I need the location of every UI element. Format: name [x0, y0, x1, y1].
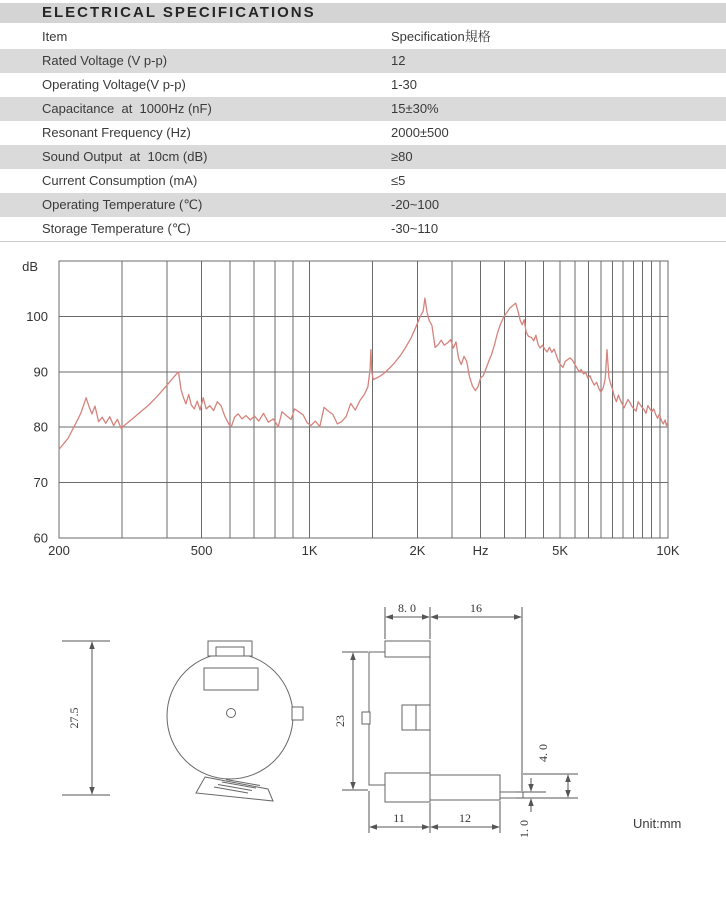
- row-item: Storage Temperature (℃): [42, 221, 191, 236]
- y-tick-label: 70: [33, 475, 48, 491]
- x-tick-label: 500: [190, 543, 213, 558]
- frequency-response-chart: [0, 248, 726, 583]
- dim-label-lead-length: 16: [470, 601, 482, 615]
- chart-svg: [0, 248, 726, 583]
- table-bottom-divider: [0, 241, 726, 242]
- left-nub: [362, 712, 370, 724]
- row-spec: 12: [391, 53, 406, 68]
- mounting-tab: [208, 641, 252, 656]
- dim-label-top-width: 8. 0: [398, 601, 416, 615]
- row-item: Rated Voltage (V p-p): [42, 53, 168, 68]
- table-row: [0, 97, 726, 121]
- row-spec: -20~100: [391, 197, 440, 212]
- y-tick-label: 90: [33, 364, 48, 380]
- lead-block: [430, 775, 500, 800]
- column-header-specification: Specification規格: [391, 29, 491, 44]
- section-title: ELECTRICAL SPECIFICATIONS: [0, 3, 726, 23]
- terminal-pin: [500, 792, 523, 798]
- x-tick-label: 2K: [409, 543, 426, 558]
- row-spec: ≥80: [391, 149, 413, 164]
- row-item: Operating Voltage(V p-p): [42, 77, 186, 92]
- chart-grid: [59, 261, 668, 538]
- y-tick-label: 60: [33, 530, 48, 546]
- y-axis-tick-labels: [26, 309, 48, 546]
- table-row: [0, 73, 726, 97]
- x-tick-label: Hz: [472, 543, 489, 558]
- table-row: [0, 217, 726, 241]
- x-tick-label: 10K: [656, 543, 680, 558]
- x-tick-label: 200: [48, 543, 70, 558]
- top-clip-block: [385, 641, 430, 657]
- table-row: [0, 169, 726, 193]
- plot-border: [59, 261, 668, 538]
- dim-label-bottom-right: 12: [459, 811, 471, 825]
- dim-label-pin-thickness: 1. 0: [517, 820, 531, 838]
- row-spec: 1-30: [391, 77, 418, 92]
- table-row: [0, 193, 726, 217]
- column-header-item: Item: [42, 29, 68, 44]
- dim-label-overall-height: 27.5: [67, 707, 81, 729]
- side-nub: [292, 707, 303, 720]
- side-view-drawing: [333, 601, 578, 838]
- row-spec: 15±30%: [391, 101, 439, 116]
- dim-label-bottom-left: 11: [393, 811, 405, 825]
- mechanical-drawings: [0, 595, 726, 855]
- row-item: Current Consumption (mA): [42, 173, 198, 188]
- x-tick-label: 1K: [301, 543, 318, 558]
- x-axis-tick-labels: [48, 543, 680, 558]
- row-item: Capacitance at 1000Hz (nF): [42, 101, 212, 116]
- x-tick-label: 5K: [552, 543, 569, 558]
- row-item: Sound Output at 10cm (dB): [42, 149, 208, 164]
- table-row: [0, 121, 726, 145]
- y-tick-label: 80: [33, 419, 48, 435]
- row-item: Operating Temperature (℃): [42, 197, 203, 212]
- row-spec: ≤5: [391, 173, 406, 188]
- y-axis-unit-label: dB: [22, 259, 38, 274]
- y-tick-label: 100: [26, 308, 48, 324]
- row-spec: -30~110: [391, 221, 439, 236]
- buzzer-body-circle: [167, 653, 293, 779]
- drawings-svg: [0, 595, 726, 855]
- dim-label-lead-height: 4. 0: [536, 744, 550, 762]
- spec-header-row: [0, 25, 726, 49]
- unit-label: Unit:mm: [633, 816, 682, 831]
- table-row: [0, 145, 726, 169]
- dim-label-body-height: 23: [333, 715, 347, 727]
- spec-table: [0, 25, 726, 241]
- bottom-block: [385, 773, 430, 802]
- front-view-drawing: [62, 641, 303, 801]
- row-item: Resonant Frequency (Hz): [42, 125, 191, 140]
- table-row: [0, 49, 726, 73]
- row-spec: 2000±500: [391, 125, 449, 140]
